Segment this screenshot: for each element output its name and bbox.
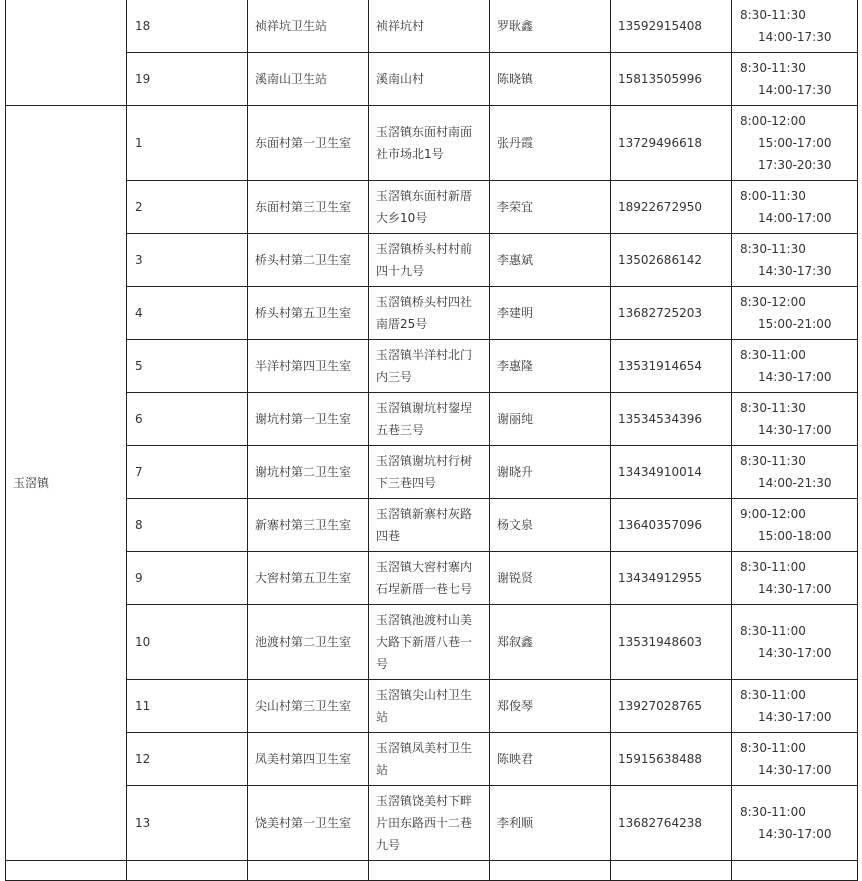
contact-person-cell: 李建明	[490, 287, 611, 340]
row-number-cell: 11	[127, 680, 248, 733]
row-number-cell: 12	[127, 733, 248, 786]
table-row	[6, 340, 858, 393]
hours-cell	[732, 287, 858, 340]
row-number-cell: 10	[127, 605, 248, 680]
phone-cell: 13729496618	[611, 106, 732, 181]
contact-person-cell: 郑叙鑫	[490, 605, 611, 680]
hours-cell	[732, 106, 858, 181]
hours-line: 8:30-11:00	[740, 348, 806, 362]
phone-cell: 13502686142	[611, 234, 732, 287]
contact-person-cell: 杨文泉	[490, 499, 611, 552]
station-name-cell: 东面村第三卫生室	[248, 181, 369, 234]
clinic-table	[5, 0, 858, 881]
phone-cell: 13927028765	[611, 680, 732, 733]
hours-line: 14:30-17:00	[758, 827, 832, 841]
contact-person-cell: 李荣宜	[490, 181, 611, 234]
row-number-cell: 13	[127, 786, 248, 861]
town-cell: 玉滘镇	[6, 106, 127, 861]
hours-line: 14:00-17:00	[758, 211, 832, 225]
station-name-cell: 东面村第一卫生室	[248, 106, 369, 181]
contact-person-cell: 谢丽纯	[490, 393, 611, 446]
hours-line: 8:30-11:30	[740, 401, 806, 415]
hours-cell	[732, 552, 858, 605]
table-row	[6, 499, 858, 552]
row-number-cell: 3	[127, 234, 248, 287]
contact-person-cell: 李惠隆	[490, 340, 611, 393]
table-row	[6, 446, 858, 499]
hours-line: 14:30-17:00	[758, 423, 832, 437]
hours-line: 14:30-17:00	[758, 646, 832, 660]
station-name-cell: 谢坑村第一卫生室	[248, 393, 369, 446]
hours-line: 14:00-17:30	[758, 83, 832, 97]
table-row	[6, 680, 858, 733]
phone-cell: 13682725203	[611, 287, 732, 340]
table-row	[6, 234, 858, 287]
contact-person-cell: 李利顺	[490, 786, 611, 861]
phone-cell: 15813505996	[611, 53, 732, 106]
phone-cell: 13534534396	[611, 393, 732, 446]
hours-line: 9:00-12:00	[740, 507, 806, 521]
hours-cell	[732, 53, 858, 106]
hours-line: 8:30-11:00	[740, 560, 806, 574]
station-name-cell: 桥头村第五卫生室	[248, 287, 369, 340]
station-name-cell: 尖山村第三卫生室	[248, 680, 369, 733]
hours-line: 17:30-20:30	[758, 158, 832, 172]
address-cell: 玉滘镇东面村新厝大乡10号	[369, 181, 490, 234]
station-name-cell: 新寨村第三卫生室	[248, 499, 369, 552]
hours-line: 8:30-12:00	[740, 295, 806, 309]
phone-cell: 13592915408	[611, 0, 732, 53]
hours-cell	[732, 0, 858, 53]
station-name-cell: 祯祥坑卫生站	[248, 0, 369, 53]
hours-cell	[732, 234, 858, 287]
address-cell: 玉滘镇桥头村四社南厝25号	[369, 287, 490, 340]
table-row	[6, 605, 858, 680]
address-cell: 玉滘镇东面村南面社市场北1号	[369, 106, 490, 181]
table-row	[6, 53, 858, 106]
station-name-cell: 池渡村第二卫生室	[248, 605, 369, 680]
phone-cell: 13434910014	[611, 446, 732, 499]
table-row	[6, 733, 858, 786]
row-number-cell: 2	[127, 181, 248, 234]
row-number-cell: 1	[127, 106, 248, 181]
hours-cell	[732, 340, 858, 393]
phone-cell: 13682764238	[611, 786, 732, 861]
contact-person-cell: 李惠斌	[490, 234, 611, 287]
row-number-cell: 8	[127, 499, 248, 552]
table-row	[6, 106, 858, 181]
hours-cell	[732, 605, 858, 680]
hours-line: 15:00-18:00	[758, 529, 832, 543]
hours-line: 14:30-17:00	[758, 370, 832, 384]
row-number-cell: 9	[127, 552, 248, 605]
address-cell: 溪南山村	[369, 53, 490, 106]
hours-cell	[732, 786, 858, 861]
contact-person-cell: 陈晓镇	[490, 53, 611, 106]
phone-cell: 13531914654	[611, 340, 732, 393]
town-cell	[6, 0, 127, 106]
address-cell: 玉滘镇饶美村下畔片田东路西十二巷九号	[369, 786, 490, 861]
hours-line: 15:00-17:00	[758, 136, 832, 150]
table-row	[6, 786, 858, 861]
phone-cell: 13531948603	[611, 605, 732, 680]
phone-cell: 15915638488	[611, 733, 732, 786]
hours-cell	[732, 680, 858, 733]
hours-line: 14:00-17:30	[758, 30, 832, 44]
row-number-cell: 19	[127, 53, 248, 106]
address-cell: 玉滘镇谢坑村鋆埕五巷三号	[369, 393, 490, 446]
hours-line: 8:00-11:30	[740, 189, 806, 203]
row-number-cell: 18	[127, 0, 248, 53]
hours-line: 8:30-11:30	[740, 454, 806, 468]
row-number-cell: 6	[127, 393, 248, 446]
hours-line: 8:30-11:30	[740, 242, 806, 256]
contact-person-cell: 罗耿鑫	[490, 0, 611, 53]
phone-cell: 13434912955	[611, 552, 732, 605]
phone-cell: 13640357096	[611, 499, 732, 552]
hours-line: 8:30-11:30	[740, 61, 806, 75]
station-name-cell: 谢坑村第二卫生室	[248, 446, 369, 499]
table-row	[6, 0, 858, 53]
hours-cell	[732, 499, 858, 552]
hours-line: 8:30-11:00	[740, 624, 806, 638]
hours-line: 14:30-17:00	[758, 710, 832, 724]
row-number-cell: 5	[127, 340, 248, 393]
address-cell: 玉滘镇凤美村卫生站	[369, 733, 490, 786]
address-cell: 玉滘镇大窖村寨内石埕新厝一巷七号	[369, 552, 490, 605]
address-cell: 祯祥坑村	[369, 0, 490, 53]
table-row	[6, 181, 858, 234]
hours-cell	[732, 733, 858, 786]
address-cell: 玉滘镇半洋村北门内三号	[369, 340, 490, 393]
contact-person-cell: 陈映君	[490, 733, 611, 786]
phone-cell: 18922672950	[611, 181, 732, 234]
hours-cell	[732, 181, 858, 234]
contact-person-cell: 谢晓升	[490, 446, 611, 499]
table-row	[6, 552, 858, 605]
hours-line: 14:30-17:30	[758, 264, 832, 278]
address-cell: 玉滘镇尖山村卫生站	[369, 680, 490, 733]
table-row	[6, 287, 858, 340]
station-name-cell: 大窖村第五卫生室	[248, 552, 369, 605]
hours-line: 14:30-17:00	[758, 763, 832, 777]
hours-line: 8:00-12:00	[740, 114, 806, 128]
address-cell: 玉滘镇桥头村村前四十九号	[369, 234, 490, 287]
address-cell: 玉滘镇池渡村山美大路下新厝八巷一号	[369, 605, 490, 680]
hours-cell	[732, 393, 858, 446]
clinic-table-body	[6, 0, 858, 881]
hours-line: 15:00-21:00	[758, 317, 832, 331]
hours-line: 8:30-11:00	[740, 805, 806, 819]
hours-cell	[732, 446, 858, 499]
station-name-cell: 溪南山卫生站	[248, 53, 369, 106]
table-row	[6, 393, 858, 446]
hours-line: 14:30-17:00	[758, 582, 832, 596]
station-name-cell: 饶美村第一卫生室	[248, 786, 369, 861]
address-cell: 玉滘镇新寨村灰路四巷	[369, 499, 490, 552]
hours-line: 14:00-21:30	[758, 476, 832, 490]
contact-person-cell: 谢锐贤	[490, 552, 611, 605]
hours-line: 8:30-11:30	[740, 8, 806, 22]
row-number-cell: 4	[127, 287, 248, 340]
station-name-cell: 凤美村第四卫生室	[248, 733, 369, 786]
station-name-cell: 半洋村第四卫生室	[248, 340, 369, 393]
hours-line: 8:30-11:00	[740, 741, 806, 755]
row-number-cell: 7	[127, 446, 248, 499]
hours-line: 8:30-11:00	[740, 688, 806, 702]
address-cell: 玉滘镇谢坑村行树下三巷四号	[369, 446, 490, 499]
contact-person-cell: 张丹霞	[490, 106, 611, 181]
contact-person-cell: 郑俊琴	[490, 680, 611, 733]
station-name-cell: 桥头村第二卫生室	[248, 234, 369, 287]
